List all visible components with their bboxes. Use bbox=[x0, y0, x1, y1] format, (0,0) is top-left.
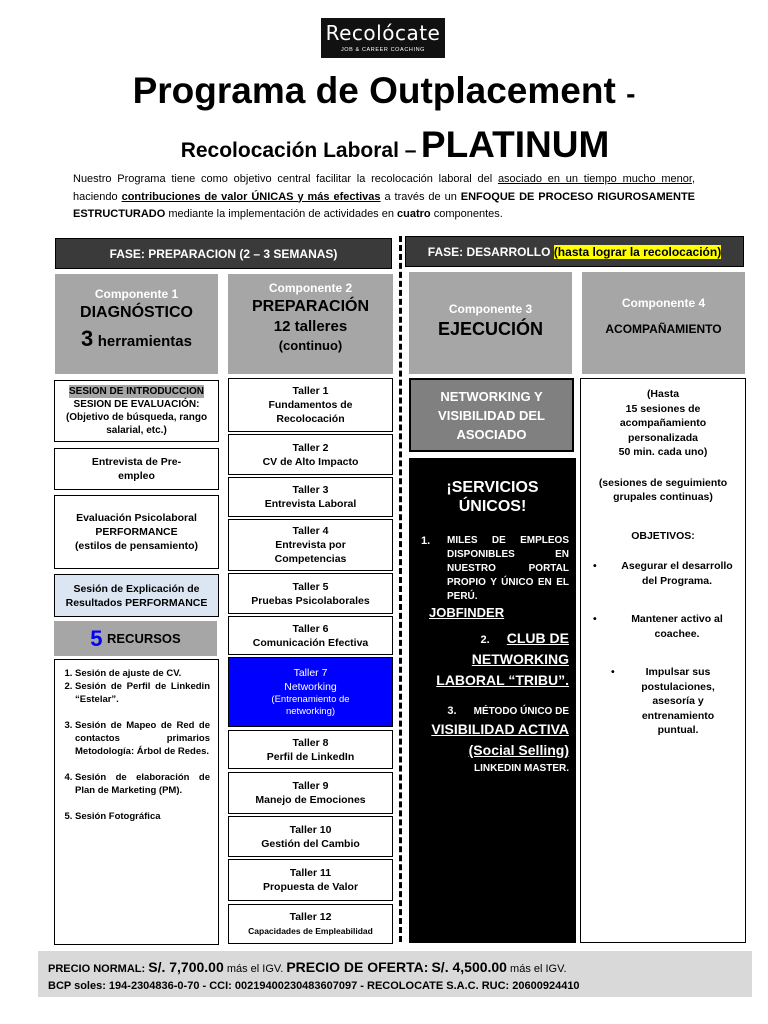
servicio-2 bbox=[429, 628, 569, 691]
taller-6 bbox=[228, 616, 393, 655]
visibilidad-activa-label: VISIBILIDAD ACTIVA (Social Selling) bbox=[431, 721, 569, 758]
taller-desc: Capacidades de Empleabilidad bbox=[248, 926, 373, 936]
taller-desc: Perfil de LinkedIn bbox=[266, 750, 355, 763]
taller-desc: CV de Alto Impacto bbox=[262, 455, 359, 468]
component-1-sub: herramientas bbox=[97, 333, 192, 350]
jobfinder-label: JOBFINDER bbox=[429, 605, 505, 620]
servicio-1 bbox=[421, 534, 569, 620]
objetivo-item bbox=[581, 612, 745, 641]
taller-9 bbox=[228, 772, 393, 814]
recurso-item: 2. Sesión de Perfil de Linkedin “Estelar”. bbox=[75, 680, 210, 706]
taller-desc: Entrevista Laboral bbox=[264, 498, 357, 510]
taller-name: Taller 11 bbox=[289, 867, 332, 879]
recurso-item: 3. Sesión de Mapeo de Red de contactos primarios Metodología: Árbol de Redes. bbox=[75, 719, 210, 758]
component-2-sub: 12 talleres bbox=[273, 318, 348, 335]
component-1-title: DIAGNÓSTICO bbox=[80, 304, 193, 321]
component-1-header bbox=[55, 274, 218, 374]
component-2-sub2: (continuo) bbox=[278, 338, 343, 353]
recursos-num: 5 bbox=[90, 625, 103, 651]
taller-desc: Pruebas Psicolaborales bbox=[251, 594, 370, 607]
title-line1: Programa de Outplacement bbox=[132, 70, 616, 111]
intro-text: , haciendo bbox=[73, 173, 696, 203]
taller-2 bbox=[228, 434, 393, 475]
taller-5 bbox=[228, 573, 393, 614]
taller-name: Taller 9 bbox=[292, 780, 329, 792]
component-2-header bbox=[228, 274, 393, 374]
normal-price-tail: más el IGV. bbox=[226, 963, 284, 975]
objetivo-item bbox=[581, 559, 745, 588]
normal-price-label: PRECIO NORMAL: bbox=[48, 963, 146, 975]
price-footer bbox=[38, 951, 752, 997]
taller-11 bbox=[228, 859, 393, 901]
taller-12 bbox=[228, 904, 393, 944]
intro-bold-2: cuatro bbox=[397, 208, 431, 220]
taller-4 bbox=[228, 519, 393, 571]
taller-desc: Gestión del Cambio bbox=[261, 837, 360, 850]
intro-text: componentes. bbox=[430, 208, 503, 220]
acomp-duracion: 50 min. cada uno) bbox=[618, 446, 708, 458]
recursos-header bbox=[54, 621, 217, 656]
acomp-grupales: (sesiones de seguimiento grupales continuas) bbox=[598, 476, 728, 503]
sesion-evaluacion-title: SESION DE EVALUACIÓN: bbox=[73, 399, 200, 410]
phase-prep-label: FASE: PREPARACION (2 – 3 SEMANAS) bbox=[109, 246, 338, 261]
recurso-item: 4. Sesión de elaboración de Plan de Marketing (PM). bbox=[75, 771, 210, 797]
evaluacion-psicolaboral bbox=[54, 495, 219, 569]
taller-desc: Comunicación Efectiva bbox=[252, 636, 369, 649]
bullet-icon: • bbox=[593, 613, 597, 625]
intro-underline-1: asociado en un tiempo mucho menor bbox=[497, 173, 692, 185]
recurso-item: 1. Sesión de ajuste de CV. bbox=[75, 667, 210, 680]
networking-visibilidad bbox=[409, 378, 574, 452]
taller-name: Taller 8 bbox=[292, 736, 329, 749]
phase-dev-highlight: (hasta lograr la recolocación) bbox=[553, 244, 722, 259]
taller-desc: Networking bbox=[284, 681, 337, 693]
servicio-text: MÉTODO ÚNICO DE bbox=[473, 706, 569, 717]
offer-price-label: PRECIO DE OFERTA: bbox=[286, 959, 429, 975]
component-4-title: ACOMPAÑAMIENTO bbox=[605, 322, 722, 336]
psico-desc: (estilos de pensamiento) bbox=[74, 540, 199, 552]
acompanamiento-panel bbox=[580, 378, 746, 943]
phase-divider bbox=[399, 236, 402, 942]
offer-price-value: S/. 4,500.00 bbox=[431, 959, 507, 975]
objetivo-text: Asegurar el desarrollo del Programa. bbox=[621, 560, 733, 587]
component-2-title: PREPARACIÓN bbox=[251, 298, 370, 315]
component-3-label: Componente 3 bbox=[448, 302, 533, 316]
taller-name: Taller 7 bbox=[293, 667, 328, 679]
objetivos-title: OBJETIVOS: bbox=[631, 529, 695, 542]
servicios-unicos-panel bbox=[409, 458, 576, 943]
component-4-label: Componente 4 bbox=[621, 296, 706, 310]
page-title bbox=[0, 70, 768, 112]
title-dash: - bbox=[626, 78, 636, 109]
servicio-num: 3. bbox=[447, 705, 457, 717]
taller-name: Taller 2 bbox=[292, 441, 329, 454]
sesion-evaluacion bbox=[54, 380, 219, 442]
servicio-3 bbox=[429, 704, 569, 776]
entrevista-label: Entrevista de Pre-empleo bbox=[91, 456, 182, 482]
taller-8 bbox=[228, 730, 393, 769]
servicio-text: MILES DE EMPLEOS DISPONIBLES EN NUESTRO PORTAL PROPIO Y ÚNICO EN EL PERÚ. bbox=[447, 535, 569, 602]
recursos-list bbox=[54, 659, 219, 945]
servicio-num: 2. bbox=[480, 634, 490, 646]
bullet-icon: • bbox=[611, 666, 615, 678]
servicio-num: 1. bbox=[421, 535, 431, 547]
objetivo-item bbox=[581, 665, 745, 738]
explicacion-label: Sesión de Explicación de Resultados PERFORMANCE bbox=[65, 582, 208, 609]
taller-name: Taller 12 bbox=[289, 911, 332, 923]
intro-text: a través de un bbox=[380, 190, 461, 203]
taller-3 bbox=[228, 477, 393, 517]
intro-paragraph bbox=[73, 171, 695, 224]
sesion-explicacion bbox=[54, 574, 219, 617]
intro-bold-1: ENFOQUE DE PROCESO RIGUROSAMENTE ESTRUCTURADO bbox=[73, 190, 696, 220]
taller-name: Taller 3 bbox=[292, 484, 329, 496]
taller-name: Taller 10 bbox=[289, 823, 332, 836]
objetivo-text: Mantener activo al coachee. bbox=[631, 613, 723, 640]
club-networking-label: CLUB DE NETWORKING LABORAL “TRIBU”. bbox=[436, 630, 569, 688]
logo bbox=[321, 18, 445, 58]
recurso-item: 5. Sesión Fotográfica bbox=[75, 810, 210, 823]
recursos-label: RECURSOS bbox=[107, 631, 181, 646]
component-1-num: 3 bbox=[81, 326, 94, 351]
taller-name: Taller 6 bbox=[292, 622, 329, 635]
phase-preparacion bbox=[55, 238, 392, 269]
component-2-label: Componente 2 bbox=[268, 281, 353, 295]
taller-desc2: (Entrenamiento de networking) bbox=[271, 694, 350, 717]
taller-name: Taller 1 bbox=[292, 385, 329, 397]
linkedin-master-label: LINKEDIN MASTER. bbox=[474, 763, 569, 774]
taller-1 bbox=[228, 378, 393, 432]
logo-name: Recolócate bbox=[325, 21, 441, 45]
subtitle-small: Recolocación Laboral – bbox=[180, 139, 417, 162]
sesion-evaluacion-desc: (Objetivo de búsqueda, rango salarial, etc.) bbox=[65, 412, 208, 436]
subtitle-big: PLATINUM bbox=[420, 124, 610, 165]
taller-desc: Propuesta de Valor bbox=[262, 881, 359, 893]
acomp-sesiones: 15 sesiones de acompañamiento personalizada bbox=[619, 402, 707, 444]
component-4-header bbox=[582, 272, 745, 374]
phase-dev-label: FASE: DESARROLLO bbox=[427, 244, 551, 259]
phase-desarrollo bbox=[405, 236, 744, 267]
sesion-introduccion-label: SESION DE INTRODUCCION bbox=[68, 386, 204, 397]
acomp-hasta: (Hasta bbox=[646, 388, 680, 400]
intro-text: Nuestro Programa tiene como objetivo central facilitar la recolocación laboral del bbox=[73, 173, 498, 185]
psico-title: Evaluación Psicolaboral PERFORMANCE bbox=[76, 512, 197, 538]
page-subtitle bbox=[0, 124, 768, 166]
servicios-title: ¡SERVICIOS ÚNICOS! bbox=[446, 479, 539, 515]
bank-info: BCP soles: 194-2304836-0-70 - CCI: 00219400230483607097 - RECOLOCATE S.A.C. RUC: 20600924410 bbox=[48, 980, 580, 992]
price-line bbox=[48, 959, 742, 978]
networking-label: NETWORKING Y VISIBILIDAD DEL ASOCIADO bbox=[438, 388, 545, 442]
offer-price-tail: más el IGV. bbox=[510, 963, 567, 975]
taller-desc: Entrevista por Competencias bbox=[274, 539, 347, 565]
intro-underline-2: contribuciones de valor ÚNICAS y más efectivas bbox=[121, 190, 381, 203]
taller-10 bbox=[228, 816, 393, 857]
logo-tagline: JOB & CAREER COACHING bbox=[340, 47, 426, 53]
objetivo-text: Impulsar sus postulaciones, asesoría y entrenamiento puntual. bbox=[641, 666, 715, 736]
bullet-icon: • bbox=[593, 560, 597, 572]
entrevista-pre-empleo bbox=[54, 448, 219, 490]
taller-desc: Fundamentos de Recolocación bbox=[268, 399, 353, 425]
component-3-header bbox=[409, 272, 572, 374]
taller-desc: Manejo de Emociones bbox=[255, 794, 366, 806]
taller-name: Taller 4 bbox=[292, 525, 329, 537]
intro-text: mediante la implementación de actividades en bbox=[165, 208, 398, 220]
taller-7 bbox=[228, 657, 393, 727]
taller-name: Taller 5 bbox=[292, 580, 329, 593]
component-3-title: EJECUCIÓN bbox=[437, 319, 544, 339]
component-1-label: Componente 1 bbox=[94, 287, 179, 301]
normal-price-value: S/. 7,700.00 bbox=[148, 959, 224, 975]
